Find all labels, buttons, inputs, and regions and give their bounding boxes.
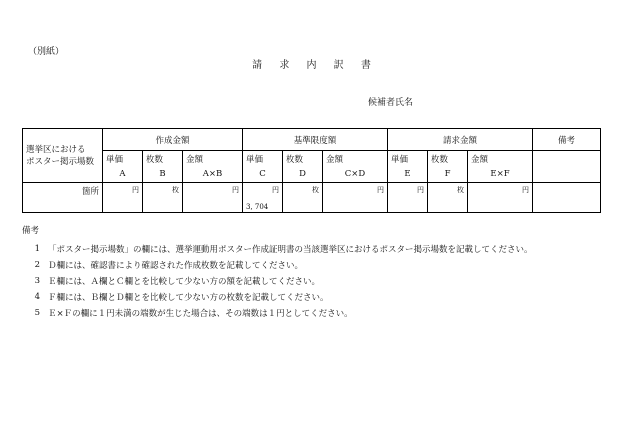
note-text: Ｆ欄には、Ｂ欄とＤ欄とを比較して少ない方の枚数を記載してください。	[48, 293, 329, 303]
col-f-label: 枚数	[428, 151, 468, 167]
col-exf-letter: E×F	[468, 167, 533, 183]
row-label-locations: 箇所	[23, 183, 103, 213]
limit-amount-header: 基準限度額	[243, 129, 388, 151]
claim-amount-header: 請求金額	[388, 129, 533, 151]
col-c-letter: C	[243, 167, 283, 183]
cell-a[interactable]	[103, 183, 143, 213]
note-number: 5	[34, 308, 40, 318]
unit-sheets: 枚	[312, 186, 319, 194]
note-item	[22, 241, 533, 257]
note-text: 「ポスター掲示場数」の欄には、選挙運動用ポスター作成証明書の当該選挙区におけるポスター掲示場数を記載してください。	[48, 245, 533, 255]
unit-yen: 円	[132, 186, 139, 194]
col-d-label: 枚数	[283, 151, 323, 167]
notes-section	[22, 224, 533, 321]
note-item	[22, 257, 533, 273]
col-e-label: 単価	[388, 151, 428, 167]
col-cxd-letter: C×D	[323, 167, 388, 183]
document-title: 請 求 内 訳 書	[252, 60, 378, 71]
note-item	[22, 305, 533, 321]
note-number: 2	[34, 260, 40, 270]
col-c-label: 単価	[243, 151, 283, 167]
col-e-letter: E	[388, 167, 428, 183]
cell-cxd[interactable]	[323, 183, 388, 213]
notes-title: 備考	[22, 226, 40, 236]
unit-sheets: 枚	[457, 186, 465, 194]
page-label: （別紙）	[28, 47, 65, 57]
col-axb-label: 金額	[183, 151, 243, 167]
unit-yen: 円	[417, 186, 425, 194]
note-text: Ｄ欄には、確認書により確認された作成枚数を記載してください。	[48, 261, 304, 271]
col-a-letter: A	[103, 167, 143, 183]
cell-c[interactable]	[243, 183, 283, 213]
cell-d[interactable]	[283, 183, 323, 213]
poster-sites-header	[23, 129, 103, 183]
note-number: 4	[34, 292, 40, 302]
cell-f[interactable]	[428, 183, 468, 213]
cell-axb[interactable]	[183, 183, 243, 213]
col-a-label: 単価	[103, 151, 143, 167]
note-item	[22, 289, 533, 305]
note-item	[22, 273, 533, 289]
poster-sites-header-line1: 選挙区における	[26, 144, 86, 155]
c-unit-price-value: 3, 704	[246, 203, 269, 211]
cell-b[interactable]	[143, 183, 183, 213]
note-number: 1	[34, 244, 40, 254]
production-amount-header: 作成金額	[103, 129, 243, 151]
cell-e[interactable]	[388, 183, 428, 213]
note-number: 3	[34, 276, 40, 286]
col-exf-label: 金額	[468, 151, 533, 167]
col-f-letter: F	[428, 167, 468, 183]
poster-sites-header-line2: ポスター掲示場数	[26, 156, 95, 167]
unit-yen: 円	[272, 186, 279, 194]
unit-yen: 円	[522, 186, 530, 194]
candidate-name-label: 候補者氏名	[368, 98, 414, 108]
unit-yen: 円	[377, 186, 385, 194]
remarks-subheader	[533, 151, 601, 183]
col-axb-letter: A×B	[183, 167, 243, 183]
unit-sheets: 枚	[172, 186, 179, 194]
invoice-breakdown-table	[22, 128, 601, 213]
cell-exf[interactable]	[468, 183, 533, 213]
cell-remarks[interactable]	[533, 183, 601, 213]
col-d-letter: D	[283, 167, 323, 183]
col-b-label: 枚数	[143, 151, 183, 167]
note-text: Ｅ欄には、Ａ欄とＣ欄とを比較して少ない方の額を記載してください。	[48, 277, 321, 287]
remarks-header: 備考	[533, 129, 601, 151]
col-b-letter: B	[143, 167, 183, 183]
note-text: Ｅ×Ｆの欄に１円未満の端数が生じた場合は、その端数は１円としてください。	[48, 309, 353, 319]
unit-yen: 円	[232, 186, 239, 194]
col-cxd-label: 金額	[323, 151, 388, 167]
